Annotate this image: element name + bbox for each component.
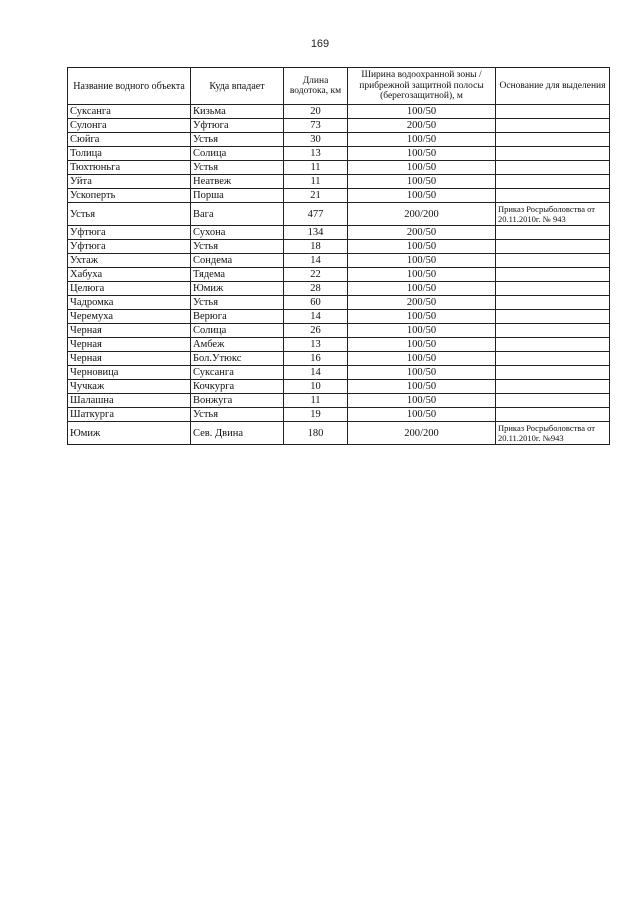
cell-flows-into: Вонжуга xyxy=(191,394,284,408)
header-width: Ширина водоохранной зоны / прибрежной защитной полосы (берегозащитной), м xyxy=(348,68,496,105)
table-row xyxy=(68,310,610,324)
cell-width: 100/50 xyxy=(348,268,496,282)
cell-name: Ускоперть xyxy=(68,189,191,203)
cell-basis xyxy=(496,352,610,366)
cell-length: 22 xyxy=(284,268,348,282)
table-row xyxy=(68,268,610,282)
cell-basis xyxy=(496,119,610,133)
cell-flows-into: Устья xyxy=(191,240,284,254)
cell-length: 30 xyxy=(284,133,348,147)
cell-name: Уфтюга xyxy=(68,240,191,254)
table-row xyxy=(68,366,610,380)
cell-length: 13 xyxy=(284,338,348,352)
cell-width: 100/50 xyxy=(348,161,496,175)
cell-flows-into: Бол.Утюкс xyxy=(191,352,284,366)
cell-length: 477 xyxy=(284,203,348,226)
header-flows-into: Куда впадает xyxy=(191,68,284,105)
cell-width: 100/50 xyxy=(348,254,496,268)
cell-width: 100/50 xyxy=(348,408,496,422)
cell-name: Уйта xyxy=(68,175,191,189)
cell-basis xyxy=(496,394,610,408)
cell-name: Черная xyxy=(68,338,191,352)
cell-length: 180 xyxy=(284,422,348,445)
cell-flows-into: Суксанга xyxy=(191,366,284,380)
cell-flows-into: Кочкурга xyxy=(191,380,284,394)
cell-width: 100/50 xyxy=(348,394,496,408)
table-row xyxy=(68,338,610,352)
table-row xyxy=(68,105,610,119)
cell-name: Черная xyxy=(68,324,191,338)
cell-flows-into: Вага xyxy=(191,203,284,226)
cell-width: 100/50 xyxy=(348,352,496,366)
cell-length: 10 xyxy=(284,380,348,394)
cell-width: 100/50 xyxy=(348,189,496,203)
cell-basis xyxy=(496,226,610,240)
cell-width: 100/50 xyxy=(348,282,496,296)
table-row xyxy=(68,133,610,147)
cell-flows-into: Устья xyxy=(191,161,284,175)
cell-flows-into: Устья xyxy=(191,296,284,310)
cell-length: 11 xyxy=(284,175,348,189)
cell-name: Хабуха xyxy=(68,268,191,282)
table-row xyxy=(68,254,610,268)
cell-width: 100/50 xyxy=(348,147,496,161)
table-row xyxy=(68,380,610,394)
cell-length: 18 xyxy=(284,240,348,254)
cell-length: 134 xyxy=(284,226,348,240)
header-basis: Основание для выделения xyxy=(496,68,610,105)
cell-basis: Приказ Росрыболовства от 20.11.2010г. № 943 xyxy=(496,203,610,226)
cell-name: Ухтаж xyxy=(68,254,191,268)
cell-length: 60 xyxy=(284,296,348,310)
cell-length: 73 xyxy=(284,119,348,133)
cell-name: Тюхтюньга xyxy=(68,161,191,175)
cell-width: 200/50 xyxy=(348,226,496,240)
cell-flows-into: Устья xyxy=(191,133,284,147)
cell-flows-into: Порша xyxy=(191,189,284,203)
table-row xyxy=(68,161,610,175)
cell-basis xyxy=(496,282,610,296)
table-row xyxy=(68,324,610,338)
cell-flows-into: Тядема xyxy=(191,268,284,282)
table-row xyxy=(68,352,610,366)
cell-basis xyxy=(496,324,610,338)
cell-flows-into: Сухона xyxy=(191,226,284,240)
cell-length: 16 xyxy=(284,352,348,366)
cell-basis xyxy=(496,161,610,175)
cell-name: Уфтюга xyxy=(68,226,191,240)
cell-basis xyxy=(496,366,610,380)
cell-name: Черная xyxy=(68,352,191,366)
cell-basis xyxy=(496,147,610,161)
cell-name: Целюга xyxy=(68,282,191,296)
cell-width: 200/200 xyxy=(348,203,496,226)
cell-name: Юмиж xyxy=(68,422,191,445)
table-row xyxy=(68,175,610,189)
cell-length: 19 xyxy=(284,408,348,422)
table-row xyxy=(68,240,610,254)
cell-width: 100/50 xyxy=(348,175,496,189)
cell-length: 26 xyxy=(284,324,348,338)
cell-name: Черновица xyxy=(68,366,191,380)
cell-name: Устья xyxy=(68,203,191,226)
cell-name: Шалашна xyxy=(68,394,191,408)
cell-length: 13 xyxy=(284,147,348,161)
cell-width: 100/50 xyxy=(348,240,496,254)
cell-name: Толица xyxy=(68,147,191,161)
cell-basis xyxy=(496,105,610,119)
cell-flows-into: Кизьма xyxy=(191,105,284,119)
cell-name: Чучкаж xyxy=(68,380,191,394)
table-body xyxy=(68,105,610,445)
cell-name: Суксанга xyxy=(68,105,191,119)
cell-basis xyxy=(496,296,610,310)
cell-length: 28 xyxy=(284,282,348,296)
cell-flows-into: Уфтюга xyxy=(191,119,284,133)
cell-width: 100/50 xyxy=(348,105,496,119)
cell-length: 14 xyxy=(284,366,348,380)
cell-width: 100/50 xyxy=(348,310,496,324)
cell-length: 11 xyxy=(284,161,348,175)
cell-flows-into: Солица xyxy=(191,324,284,338)
cell-flows-into: Неатвеж xyxy=(191,175,284,189)
table-row xyxy=(68,296,610,310)
cell-basis xyxy=(496,133,610,147)
header-name: Название водного объекта xyxy=(68,68,191,105)
cell-width: 100/50 xyxy=(348,338,496,352)
cell-width: 100/50 xyxy=(348,324,496,338)
cell-flows-into: Сев. Двина xyxy=(191,422,284,445)
cell-name: Чадромка xyxy=(68,296,191,310)
cell-width: 100/50 xyxy=(348,366,496,380)
table-row xyxy=(68,394,610,408)
cell-name: Сюйга xyxy=(68,133,191,147)
cell-width: 100/50 xyxy=(348,133,496,147)
cell-basis xyxy=(496,254,610,268)
cell-name: Черемуха xyxy=(68,310,191,324)
cell-flows-into: Сондема xyxy=(191,254,284,268)
cell-basis xyxy=(496,380,610,394)
table-row xyxy=(68,226,610,240)
table-row xyxy=(68,422,610,445)
table-header-row xyxy=(68,68,610,105)
cell-basis xyxy=(496,240,610,254)
cell-basis xyxy=(496,310,610,324)
cell-width: 200/200 xyxy=(348,422,496,445)
cell-width: 200/50 xyxy=(348,296,496,310)
table-row xyxy=(68,147,610,161)
cell-length: 21 xyxy=(284,189,348,203)
cell-flows-into: Юмиж xyxy=(191,282,284,296)
cell-flows-into: Верюга xyxy=(191,310,284,324)
table-row xyxy=(68,203,610,226)
page-number: 169 xyxy=(310,38,330,50)
table-row xyxy=(68,119,610,133)
cell-width: 100/50 xyxy=(348,380,496,394)
cell-name: Шаткурга xyxy=(68,408,191,422)
cell-basis xyxy=(496,408,610,422)
cell-length: 20 xyxy=(284,105,348,119)
cell-name: Сулонга xyxy=(68,119,191,133)
cell-length: 14 xyxy=(284,310,348,324)
cell-basis xyxy=(496,268,610,282)
table-row xyxy=(68,189,610,203)
cell-flows-into: Солица xyxy=(191,147,284,161)
water-bodies-table xyxy=(67,67,610,445)
table-row xyxy=(68,282,610,296)
cell-basis: Приказ Росрыболовства от 20.11.2010г. №943 xyxy=(496,422,610,445)
cell-basis xyxy=(496,175,610,189)
table-row xyxy=(68,408,610,422)
cell-flows-into: Устья xyxy=(191,408,284,422)
cell-width: 200/50 xyxy=(348,119,496,133)
cell-flows-into: Амбеж xyxy=(191,338,284,352)
cell-length: 11 xyxy=(284,394,348,408)
cell-basis xyxy=(496,189,610,203)
cell-length: 14 xyxy=(284,254,348,268)
cell-basis xyxy=(496,338,610,352)
header-length: Длина водотока, км xyxy=(284,68,348,105)
